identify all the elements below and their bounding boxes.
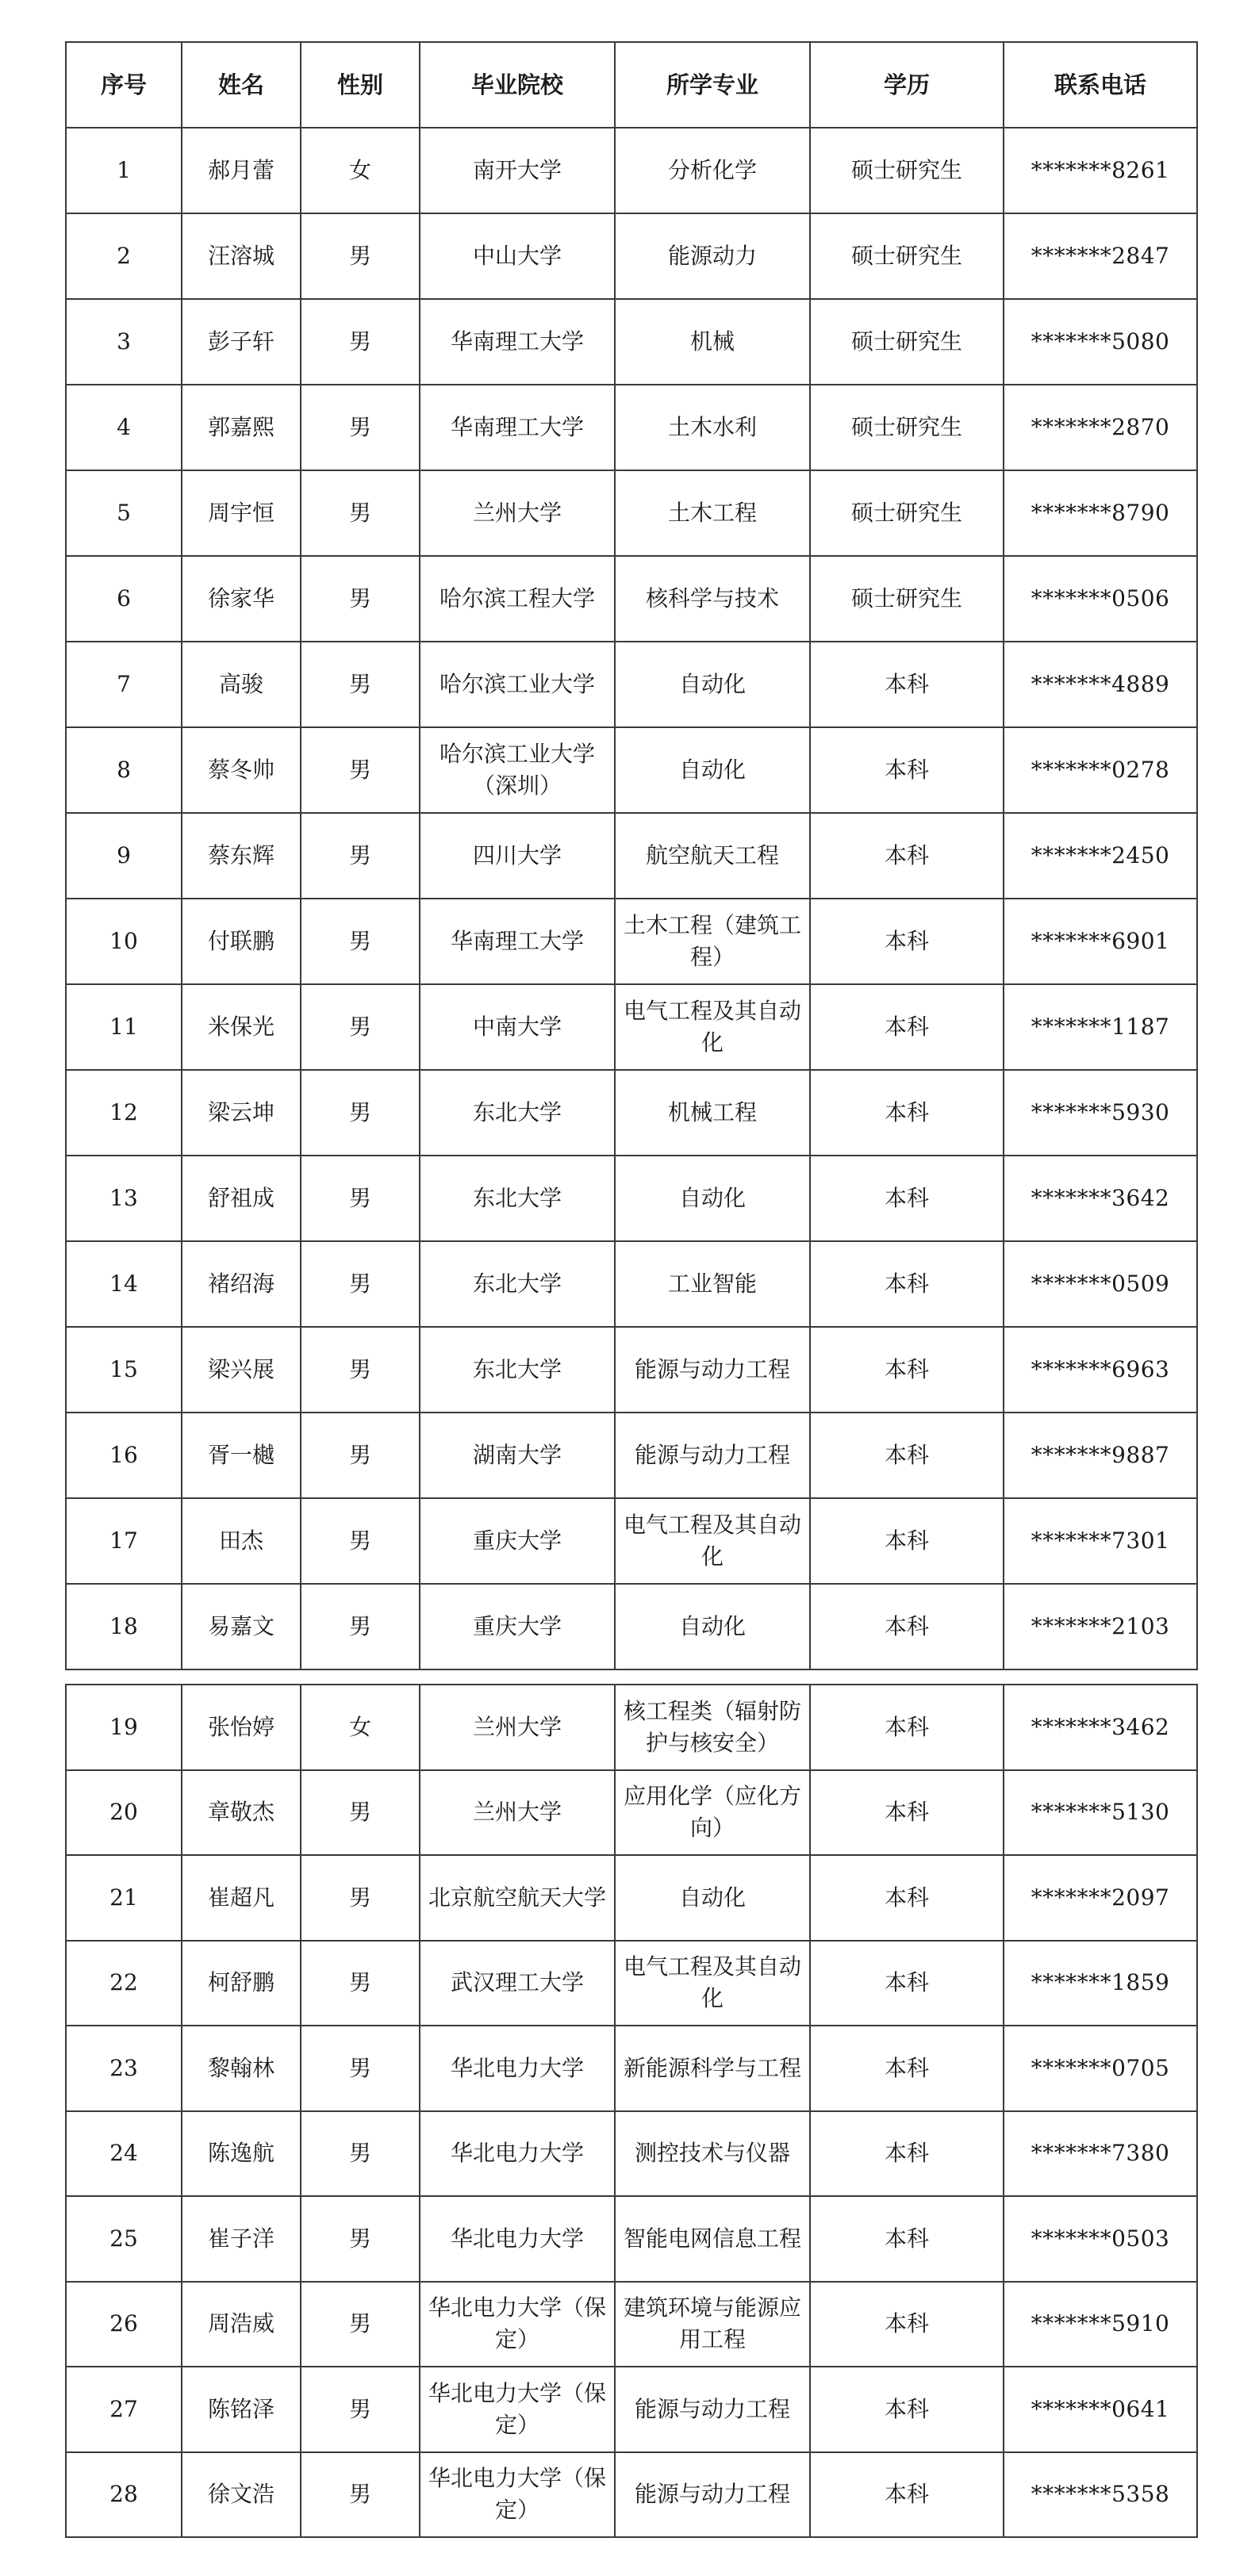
cell-school: 华北电力大学（保定） <box>420 2367 615 2452</box>
table-row <box>66 1770 1197 1856</box>
cell-name: 田杰 <box>182 1498 301 1584</box>
cell-number: 6 <box>66 556 182 642</box>
cell-degree: 硕士研究生 <box>810 385 1004 470</box>
table-row <box>66 813 1197 899</box>
cell-phone: *******8790 <box>1004 470 1197 556</box>
cell-name: 张怡婷 <box>182 1685 301 1770</box>
cell-number: 28 <box>66 2452 182 2538</box>
cell-name: 郭嘉熙 <box>182 385 301 470</box>
table-row <box>66 128 1197 213</box>
cell-number: 22 <box>66 1941 182 2026</box>
table-row <box>66 2196 1197 2282</box>
cell-school: 华南理工大学 <box>420 899 615 984</box>
cell-phone: *******5910 <box>1004 2282 1197 2367</box>
cell-number: 23 <box>66 2026 182 2111</box>
cell-major: 工业智能 <box>615 1241 810 1327</box>
cell-degree: 本科 <box>810 1770 1004 1856</box>
table-row <box>66 2367 1197 2452</box>
cell-school: 湖南大学 <box>420 1413 615 1498</box>
cell-gender: 女 <box>301 128 420 213</box>
cell-number: 3 <box>66 299 182 385</box>
cell-phone: *******5358 <box>1004 2452 1197 2538</box>
cell-gender: 男 <box>301 213 420 299</box>
table-row <box>66 727 1197 813</box>
table-row <box>66 1413 1197 1498</box>
cell-phone: *******3642 <box>1004 1156 1197 1241</box>
cell-school: 兰州大学 <box>420 470 615 556</box>
cell-phone: *******0509 <box>1004 1241 1197 1327</box>
cell-major: 自动化 <box>615 642 810 727</box>
cell-major: 能源与动力工程 <box>615 1327 810 1413</box>
table-row <box>66 1327 1197 1413</box>
cell-degree: 本科 <box>810 1855 1004 1941</box>
cell-degree: 本科 <box>810 1413 1004 1498</box>
cell-name: 高骏 <box>182 642 301 727</box>
cell-number: 24 <box>66 2111 182 2197</box>
cell-phone: *******0705 <box>1004 2026 1197 2111</box>
cell-gender: 男 <box>301 727 420 813</box>
cell-major: 建筑环境与能源应用工程 <box>615 2282 810 2367</box>
cell-number: 11 <box>66 984 182 1070</box>
cell-gender: 男 <box>301 1498 420 1584</box>
cell-school: 重庆大学 <box>420 1498 615 1584</box>
cell-name: 郝月蕾 <box>182 128 301 213</box>
cell-number: 16 <box>66 1413 182 1498</box>
cell-phone: *******0503 <box>1004 2196 1197 2282</box>
cell-major: 机械工程 <box>615 1070 810 1156</box>
cell-school: 兰州大学 <box>420 1685 615 1770</box>
cell-number: 19 <box>66 1685 182 1770</box>
cell-gender: 男 <box>301 1241 420 1327</box>
cell-number: 8 <box>66 727 182 813</box>
cell-gender: 男 <box>301 299 420 385</box>
cell-major: 核科学与技术 <box>615 556 810 642</box>
cell-degree: 本科 <box>810 727 1004 813</box>
table-row <box>66 2026 1197 2111</box>
cell-name: 舒祖成 <box>182 1156 301 1241</box>
cell-major: 电气工程及其自动化 <box>615 1498 810 1584</box>
cell-name: 胥一樾 <box>182 1413 301 1498</box>
header-school: 毕业院校 <box>420 42 615 128</box>
cell-number: 17 <box>66 1498 182 1584</box>
cell-name: 徐文浩 <box>182 2452 301 2538</box>
cell-number: 4 <box>66 385 182 470</box>
table-row <box>66 1241 1197 1327</box>
cell-gender: 男 <box>301 1327 420 1413</box>
table-row <box>66 1685 1197 1770</box>
cell-degree: 本科 <box>810 1685 1004 1770</box>
table-row <box>66 385 1197 470</box>
cell-phone: *******2450 <box>1004 813 1197 899</box>
cell-name: 褚绍海 <box>182 1241 301 1327</box>
header-major: 所学专业 <box>615 42 810 128</box>
cell-phone: *******4889 <box>1004 642 1197 727</box>
cell-school: 南开大学 <box>420 128 615 213</box>
cell-school: 武汉理工大学 <box>420 1941 615 2026</box>
cell-gender: 男 <box>301 385 420 470</box>
cell-name: 陈铭泽 <box>182 2367 301 2452</box>
cell-gender: 男 <box>301 2282 420 2367</box>
cell-number: 5 <box>66 470 182 556</box>
cell-name: 章敬杰 <box>182 1770 301 1856</box>
cell-school: 哈尔滨工程大学 <box>420 556 615 642</box>
cell-school: 中山大学 <box>420 213 615 299</box>
cell-degree: 本科 <box>810 2196 1004 2282</box>
cell-degree: 本科 <box>810 1070 1004 1156</box>
cell-major: 土木工程（建筑工程） <box>615 899 810 984</box>
cell-school: 东北大学 <box>420 1327 615 1413</box>
cell-gender: 女 <box>301 1685 420 1770</box>
header-degree: 学历 <box>810 42 1004 128</box>
cell-name: 米保光 <box>182 984 301 1070</box>
cell-degree: 本科 <box>810 2367 1004 2452</box>
cell-gender: 男 <box>301 470 420 556</box>
cell-degree: 本科 <box>810 2026 1004 2111</box>
cell-gender: 男 <box>301 1855 420 1941</box>
cell-phone: *******1187 <box>1004 984 1197 1070</box>
cell-phone: *******0506 <box>1004 556 1197 642</box>
cell-phone: *******6963 <box>1004 1327 1197 1413</box>
cell-major: 电气工程及其自动化 <box>615 1941 810 2026</box>
cell-major: 能源与动力工程 <box>615 2452 810 2538</box>
cell-gender: 男 <box>301 2026 420 2111</box>
cell-major: 核工程类（辐射防护与核安全） <box>615 1685 810 1770</box>
cell-school: 四川大学 <box>420 813 615 899</box>
cell-phone: *******2870 <box>1004 385 1197 470</box>
cell-name: 梁云坤 <box>182 1070 301 1156</box>
cell-degree: 本科 <box>810 2111 1004 2197</box>
cell-major: 能源动力 <box>615 213 810 299</box>
cell-number: 25 <box>66 2196 182 2282</box>
cell-school: 哈尔滨工业大学 <box>420 642 615 727</box>
cell-number: 20 <box>66 1770 182 1856</box>
table-row <box>66 899 1197 984</box>
cell-number: 21 <box>66 1855 182 1941</box>
cell-number: 12 <box>66 1070 182 1156</box>
cell-degree: 硕士研究生 <box>810 213 1004 299</box>
cell-phone: *******6901 <box>1004 899 1197 984</box>
table-row <box>66 470 1197 556</box>
cell-degree: 本科 <box>810 1498 1004 1584</box>
cell-number: 9 <box>66 813 182 899</box>
cell-number: 13 <box>66 1156 182 1241</box>
cell-name: 黎翰林 <box>182 2026 301 2111</box>
cell-gender: 男 <box>301 899 420 984</box>
header-gender: 性别 <box>301 42 420 128</box>
cell-school: 东北大学 <box>420 1241 615 1327</box>
cell-name: 陈逸航 <box>182 2111 301 2197</box>
cell-phone: *******5130 <box>1004 1770 1197 1856</box>
cell-gender: 男 <box>301 2111 420 2197</box>
cell-major: 能源与动力工程 <box>615 2367 810 2452</box>
cell-name: 崔超凡 <box>182 1855 301 1941</box>
cell-school: 华北电力大学（保定） <box>420 2452 615 2538</box>
cell-name: 崔子洋 <box>182 2196 301 2282</box>
cell-phone: *******7301 <box>1004 1498 1197 1584</box>
cell-name: 蔡东辉 <box>182 813 301 899</box>
cell-school: 北京航空航天大学 <box>420 1855 615 1941</box>
cell-major: 自动化 <box>615 1584 810 1669</box>
cell-degree: 本科 <box>810 642 1004 727</box>
cell-phone: *******2097 <box>1004 1855 1197 1941</box>
cell-name: 汪溶城 <box>182 213 301 299</box>
cell-major: 土木水利 <box>615 385 810 470</box>
table-row <box>66 1498 1197 1584</box>
cell-gender: 男 <box>301 556 420 642</box>
cell-school: 兰州大学 <box>420 1770 615 1856</box>
cell-number: 18 <box>66 1584 182 1669</box>
cell-name: 付联鹏 <box>182 899 301 984</box>
cell-school: 华北电力大学 <box>420 2196 615 2282</box>
cell-degree: 硕士研究生 <box>810 128 1004 213</box>
cell-major: 机械 <box>615 299 810 385</box>
cell-phone: *******3462 <box>1004 1685 1197 1770</box>
candidate-table-1 <box>65 41 1198 1670</box>
header-number: 序号 <box>66 42 182 128</box>
table-row <box>66 1855 1197 1941</box>
cell-degree: 硕士研究生 <box>810 470 1004 556</box>
cell-major: 航空航天工程 <box>615 813 810 899</box>
cell-degree: 硕士研究生 <box>810 556 1004 642</box>
table-row <box>66 2452 1197 2538</box>
cell-gender: 男 <box>301 642 420 727</box>
cell-degree: 本科 <box>810 1327 1004 1413</box>
cell-phone: *******0278 <box>1004 727 1197 813</box>
cell-number: 7 <box>66 642 182 727</box>
cell-major: 电气工程及其自动化 <box>615 984 810 1070</box>
candidate-table-2 <box>65 1684 1198 2538</box>
cell-phone: *******9887 <box>1004 1413 1197 1498</box>
cell-major: 智能电网信息工程 <box>615 2196 810 2282</box>
cell-major: 测控技术与仪器 <box>615 2111 810 2197</box>
cell-phone: *******8261 <box>1004 128 1197 213</box>
cell-degree: 本科 <box>810 1941 1004 2026</box>
cell-school: 东北大学 <box>420 1156 615 1241</box>
cell-major: 自动化 <box>615 727 810 813</box>
cell-gender: 男 <box>301 1156 420 1241</box>
table-row <box>66 984 1197 1070</box>
cell-major: 应用化学（应化方向） <box>615 1770 810 1856</box>
table-row <box>66 2282 1197 2367</box>
cell-number: 10 <box>66 899 182 984</box>
cell-number: 14 <box>66 1241 182 1327</box>
cell-school: 华北电力大学 <box>420 2111 615 2197</box>
cell-major: 分析化学 <box>615 128 810 213</box>
cell-degree: 本科 <box>810 2452 1004 2538</box>
table-row <box>66 1941 1197 2026</box>
cell-school: 华北电力大学（保定） <box>420 2282 615 2367</box>
cell-major: 自动化 <box>615 1156 810 1241</box>
cell-major: 新能源科学与工程 <box>615 2026 810 2111</box>
cell-degree: 本科 <box>810 1241 1004 1327</box>
cell-gender: 男 <box>301 1070 420 1156</box>
cell-school: 华南理工大学 <box>420 385 615 470</box>
cell-degree: 本科 <box>810 1156 1004 1241</box>
cell-gender: 男 <box>301 2196 420 2282</box>
cell-major: 自动化 <box>615 1855 810 1941</box>
cell-phone: *******7380 <box>1004 2111 1197 2197</box>
table-row <box>66 556 1197 642</box>
cell-number: 15 <box>66 1327 182 1413</box>
cell-phone: *******5080 <box>1004 299 1197 385</box>
cell-number: 26 <box>66 2282 182 2367</box>
cell-degree: 本科 <box>810 813 1004 899</box>
cell-gender: 男 <box>301 1413 420 1498</box>
cell-name: 蔡冬帅 <box>182 727 301 813</box>
cell-school: 重庆大学 <box>420 1584 615 1669</box>
cell-name: 梁兴展 <box>182 1327 301 1413</box>
cell-phone: *******2103 <box>1004 1584 1197 1669</box>
cell-degree: 本科 <box>810 899 1004 984</box>
cell-degree: 本科 <box>810 1584 1004 1669</box>
cell-gender: 男 <box>301 1584 420 1669</box>
cell-phone: *******0641 <box>1004 2367 1197 2452</box>
cell-phone: *******5930 <box>1004 1070 1197 1156</box>
cell-school: 东北大学 <box>420 1070 615 1156</box>
cell-school: 中南大学 <box>420 984 615 1070</box>
cell-phone: *******1859 <box>1004 1941 1197 2026</box>
cell-name: 彭子轩 <box>182 299 301 385</box>
cell-gender: 男 <box>301 2367 420 2452</box>
cell-degree: 本科 <box>810 984 1004 1070</box>
table-row <box>66 642 1197 727</box>
cell-gender: 男 <box>301 984 420 1070</box>
table-row <box>66 213 1197 299</box>
table-row <box>66 2111 1197 2197</box>
cell-gender: 男 <box>301 1770 420 1856</box>
cell-major: 能源与动力工程 <box>615 1413 810 1498</box>
table-row <box>66 299 1197 385</box>
cell-name: 柯舒鹏 <box>182 1941 301 2026</box>
cell-name: 周浩威 <box>182 2282 301 2367</box>
cell-name: 周宇恒 <box>182 470 301 556</box>
cell-degree: 本科 <box>810 2282 1004 2367</box>
cell-school: 华南理工大学 <box>420 299 615 385</box>
header-name: 姓名 <box>182 42 301 128</box>
cell-school: 哈尔滨工业大学（深圳） <box>420 727 615 813</box>
table-row <box>66 1156 1197 1241</box>
cell-gender: 男 <box>301 1941 420 2026</box>
cell-phone: *******2847 <box>1004 213 1197 299</box>
cell-name: 易嘉文 <box>182 1584 301 1669</box>
cell-name: 徐家华 <box>182 556 301 642</box>
cell-degree: 硕士研究生 <box>810 299 1004 385</box>
cell-gender: 男 <box>301 813 420 899</box>
cell-number: 2 <box>66 213 182 299</box>
cell-number: 27 <box>66 2367 182 2452</box>
cell-school: 华北电力大学 <box>420 2026 615 2111</box>
cell-number: 1 <box>66 128 182 213</box>
header-row <box>66 42 1197 128</box>
cell-gender: 男 <box>301 2452 420 2538</box>
table-row <box>66 1584 1197 1669</box>
cell-major: 土木工程 <box>615 470 810 556</box>
header-phone: 联系电话 <box>1004 42 1197 128</box>
table-row <box>66 1070 1197 1156</box>
